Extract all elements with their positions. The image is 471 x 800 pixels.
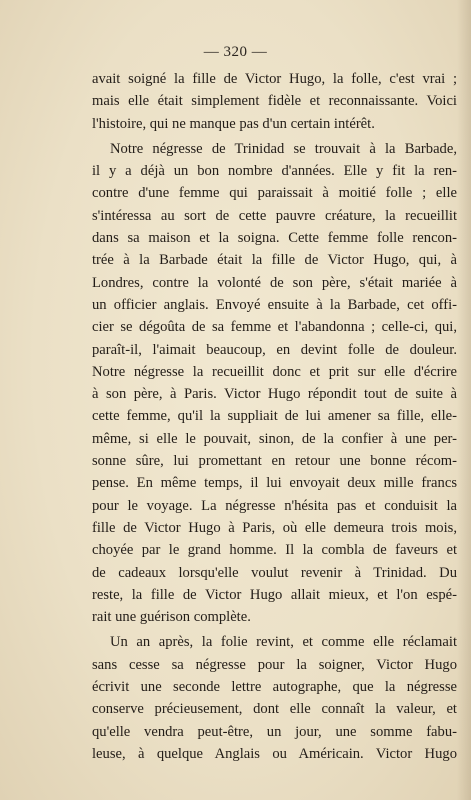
text-line: dans sa maison et la soigna. Cette femme folle rencon- xyxy=(92,230,457,247)
text-line: Londres, contre la volonté de son père, s'était mariée à xyxy=(92,274,457,291)
text-line: conserve précieusement, dont elle connaît la valeur, et xyxy=(92,701,457,718)
text-line: leuse, à quelque Anglais ou Américain. Victor Hugo xyxy=(92,745,457,762)
text-line: fille de Victor Hugo à Paris, où elle demeura trois mois, xyxy=(92,519,457,536)
text-line: cette femme, qu'il la suppliait de lui amener sa fille, elle- xyxy=(92,408,457,425)
body-text xyxy=(92,68,457,765)
page-number: — 320 — xyxy=(203,44,268,60)
text-line: qu'elle vendra peut-être, un jour, une somme fabu- xyxy=(92,723,457,740)
text-line: sonne sûre, lui promettant en retour une bonne récom- xyxy=(92,453,457,470)
text-line: cier se dégoûta de sa femme et l'abandonna ; celle-ci, qui, xyxy=(92,319,457,336)
text-line: il y a déjà un bon nombre d'années. Elle y fit la ren- xyxy=(92,163,457,180)
text-line: pour le voyage. La négresse n'hésita pas et conduisit la xyxy=(92,497,457,514)
text-line: sans cesse sa négresse pour la soigner, Victor Hugo xyxy=(92,656,457,673)
page-edge-shadow xyxy=(457,0,471,800)
text-line: contre d'une femme qui paraissait à moitié folle ; elle xyxy=(92,185,457,202)
text-line: pense. En même temps, il lui envoyait deux mille francs xyxy=(92,475,457,492)
text-line: avait soigné la fille de Victor Hugo, la folle, c'est vrai ; xyxy=(92,71,457,87)
text-line: trée à la Barbade était la fille de Victor Hugo, qui, à xyxy=(92,252,457,269)
paragraph-2 xyxy=(92,138,457,629)
text-line: écrivit une seconde lettre autographe, que la négresse xyxy=(92,679,457,696)
text-line: Un an après, la folie revint, et comme elle réclamait xyxy=(110,634,457,651)
paragraph-3 xyxy=(92,631,457,765)
text-line: Notre négresse de Trinidad se trouvait à la Barbade, xyxy=(110,140,457,157)
text-line: de cadeaux lorsqu'elle voulut revenir à Trinidad. Du xyxy=(92,564,457,581)
text-line: s'intéressa au sort de cette pauvre créature, la recueillit xyxy=(92,207,457,224)
text-line: un officier anglais. Envoyé ensuite à la Barbade, cet offi- xyxy=(92,296,457,313)
paragraph-1 xyxy=(92,68,457,135)
text-line: à son père, à Paris. Victor Hugo répondit tout de suite à xyxy=(92,386,457,403)
text-line: choyée par le grand homme. Il la combla de faveurs et xyxy=(92,542,457,559)
text-line: Notre négresse la recueillit donc et prit sur elle d'écrire xyxy=(92,363,457,380)
text-line: reste, la fille de Victor Hugo allait mieux, et l'on espé- xyxy=(92,586,457,603)
text-line: même, si elle le pouvait, sinon, de la confier à une per- xyxy=(92,430,457,447)
text-line: rait une guérison complète. xyxy=(92,609,251,626)
text-line: l'histoire, qui ne manque pas d'un certain intérêt. xyxy=(92,115,375,132)
text-line: mais elle était simplement fidèle et reconnaissante. Voici xyxy=(92,93,457,110)
text-line: paraît-il, l'aimait beaucoup, en devint folle de douleur. xyxy=(92,341,457,358)
